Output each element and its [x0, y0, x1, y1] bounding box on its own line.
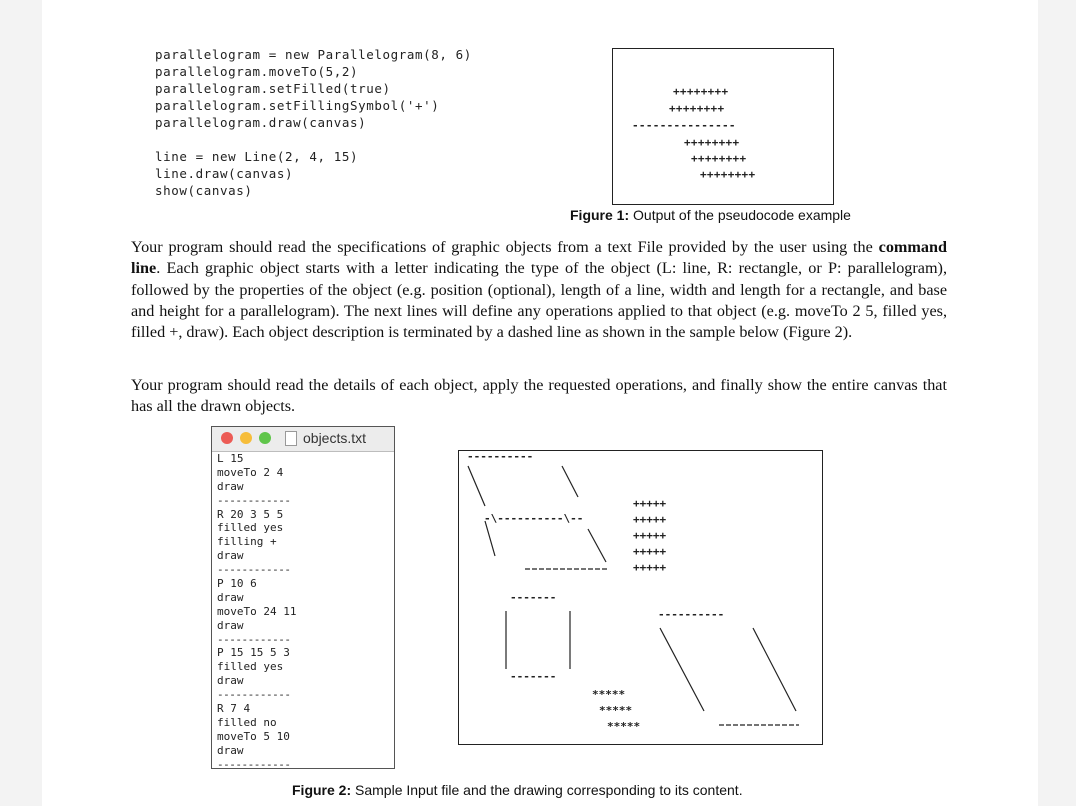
paragraph-input-spec: [131, 237, 947, 343]
parallelogram1-left-edge: [562, 466, 578, 497]
figure2-star-row: *****: [599, 704, 633, 717]
line-object-stroke: [485, 521, 495, 556]
file-line: filled yes: [217, 660, 284, 674]
figure2-canvas: [458, 450, 823, 745]
code-line: parallelogram.draw(canvas): [155, 115, 367, 130]
parallelogram2-top-dashes: ----------: [658, 608, 725, 621]
figure1-output-box: [612, 48, 834, 205]
file-line: draw: [217, 549, 244, 563]
line-object-stroke: [468, 466, 485, 506]
parallelogram1-right-edge: [588, 529, 606, 562]
file-line: moveTo 24 11: [217, 604, 297, 618]
file-line-separator: ------------: [217, 688, 291, 702]
figure2-plus-row: +++++: [633, 513, 667, 526]
code-line: parallelogram.setFilled(true): [155, 81, 391, 96]
figure1-row: ---------------: [632, 119, 736, 132]
figure1-row: ++++++++: [669, 102, 725, 115]
rectangle-bottom-dashes: -------: [510, 670, 557, 683]
parallelogram2-left-edge: [660, 628, 704, 711]
figure1-caption: [570, 207, 851, 223]
pseudocode-block: [155, 46, 472, 199]
paragraph1-bold: command line: [131, 238, 947, 278]
code-line: parallelogram.setFillingSymbol('+'): [155, 98, 440, 113]
file-line: draw: [217, 479, 244, 493]
file-line-separator: ------------: [217, 757, 291, 771]
file-line: R 20 3 5 5: [217, 507, 284, 521]
file-line: P 15 15 5 3: [217, 646, 290, 660]
file-line: draw: [217, 674, 244, 688]
figure2-caption-text: Sample Input file and the drawing corresponding to its content.: [351, 782, 743, 798]
file-line: draw: [217, 618, 244, 632]
file-line: P 10 6: [217, 577, 257, 591]
figure1-caption-label: Figure 1:: [570, 207, 630, 223]
figure2-star-row: *****: [592, 688, 626, 701]
paragraph-output-spec: Your program should read the details of each object, apply the requested operations, and finally show the entire canvas that has all the drawn objects.: [131, 376, 947, 416]
minimize-window-button[interactable]: [240, 432, 252, 444]
figure2-plus-row: +++++: [633, 529, 667, 542]
figure1-row: ++++++++: [700, 168, 756, 181]
window-title: objects.txt: [303, 430, 367, 446]
code-line: [155, 131, 472, 148]
figure2-star-row: *****: [607, 720, 641, 733]
file-line: R 7 4: [217, 702, 251, 716]
file-line: filling +: [217, 535, 277, 549]
rectangle-top-dashes: -------: [510, 591, 557, 604]
file-line-separator: ------------: [217, 493, 291, 507]
figure2-top-dashes: ----------: [467, 450, 534, 463]
parallelogram2-right-edge: [753, 628, 796, 711]
file-line-separator: ------------: [217, 632, 291, 646]
figure1-row: ++++++++: [673, 85, 729, 98]
figure2-plus-row: +++++: [633, 497, 667, 510]
figure2-caption-label: Figure 2:: [292, 782, 352, 798]
figure1-row: ++++++++: [691, 152, 747, 165]
code-line: parallelogram = new Parallelogram(8, 6): [155, 47, 472, 62]
figure2-caption: [292, 782, 743, 798]
figure1-caption-text: Output of the pseudocode example: [629, 207, 851, 223]
file-content: [217, 452, 296, 771]
figure2-plus-row: +++++: [633, 561, 667, 574]
file-line: draw: [217, 743, 244, 757]
file-line: moveTo 5 10: [217, 729, 290, 743]
code-line: line.draw(canvas): [155, 166, 294, 181]
paragraph1-part1: Your program should read the specifications of graphic objects from a text File provided by the user using the: [131, 238, 879, 256]
code-line: parallelogram.moveTo(5,2): [155, 64, 359, 79]
figure2-plus-row: +++++: [633, 545, 667, 558]
file-line: moveTo 2 4: [217, 465, 284, 479]
code-line: show(canvas): [155, 183, 253, 198]
file-line-separator: ------------: [217, 563, 291, 577]
window-titlebar: [212, 427, 394, 452]
document-icon: [285, 431, 297, 446]
file-line: filled no: [217, 715, 277, 729]
zoom-window-button[interactable]: [259, 432, 271, 444]
paragraph1-part2: . Each graphic object starts with a letter indicating the type of the object (L: line, R: rectangle, or P: parallelogram), followed by the properties of the object (e.g. position (optional), length of a line, width and length for a rectangle, and base and height for a parallelogram). The next lines will define any operations applied to that object (e.g. moveTo 2 5, filled yes, filled +, draw). Each object description is terminated by a dashed line as shown in the sample below (Figure 2).: [131, 259, 947, 342]
code-line: line = new Line(2, 4, 15): [155, 149, 359, 164]
file-line: L 15: [217, 452, 244, 465]
figure1-row: ++++++++: [684, 136, 740, 149]
close-window-button[interactable]: [221, 432, 233, 444]
file-line: filled yes: [217, 521, 284, 535]
file-line: draw: [217, 590, 244, 604]
figure2-mid-row: -\----------\--: [484, 512, 584, 525]
document-page: [42, 0, 1038, 806]
objects-file-window: [211, 426, 395, 769]
